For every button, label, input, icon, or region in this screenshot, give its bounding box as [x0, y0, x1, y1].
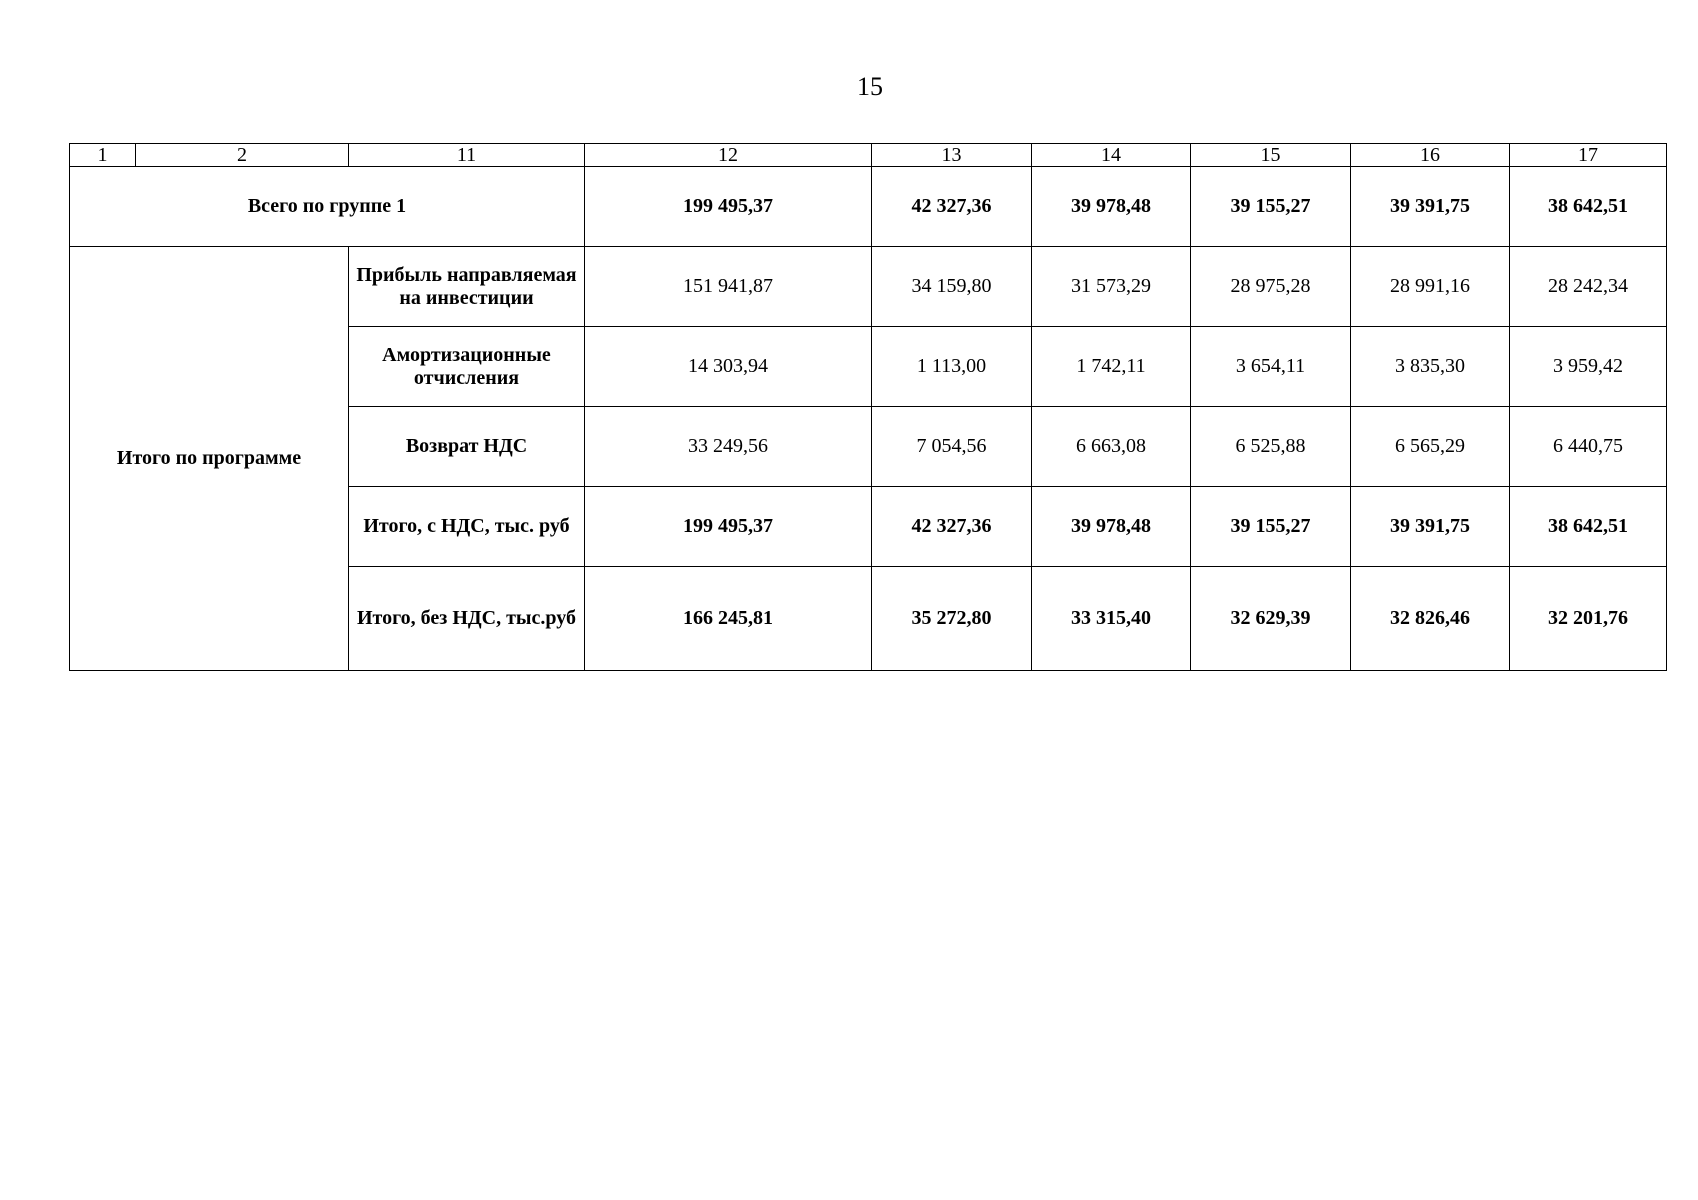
column-number: 15	[1191, 144, 1351, 167]
value-cell: 33 249,56	[585, 407, 872, 487]
value-cell: 28 975,28	[1191, 247, 1351, 327]
value-cell: 6 663,08	[1032, 407, 1191, 487]
row-label: Итого, без НДС, тыс.руб	[349, 567, 585, 671]
column-number: 2	[136, 144, 349, 167]
value-cell: 42 327,36	[872, 167, 1032, 247]
value-cell: 32 826,46	[1351, 567, 1510, 671]
value-cell: 39 155,27	[1191, 487, 1351, 567]
value-cell: 31 573,29	[1032, 247, 1191, 327]
value-cell: 1 113,00	[872, 327, 1032, 407]
column-number: 13	[872, 144, 1032, 167]
value-cell: 6 440,75	[1510, 407, 1667, 487]
row-label: Возврат НДС	[349, 407, 585, 487]
financing-table	[69, 143, 1667, 671]
value-cell: 199 495,37	[585, 167, 872, 247]
value-cell: 3 835,30	[1351, 327, 1510, 407]
group-total-label: Всего по группе 1	[70, 167, 585, 247]
value-cell: 38 642,51	[1510, 167, 1667, 247]
column-number: 14	[1032, 144, 1191, 167]
value-cell: 42 327,36	[872, 487, 1032, 567]
value-cell: 28 242,34	[1510, 247, 1667, 327]
value-cell: 3 654,11	[1191, 327, 1351, 407]
column-number: 17	[1510, 144, 1667, 167]
column-number: 12	[585, 144, 872, 167]
value-cell: 151 941,87	[585, 247, 872, 327]
value-cell: 32 629,39	[1191, 567, 1351, 671]
value-cell: 39 978,48	[1032, 487, 1191, 567]
column-number: 1	[70, 144, 136, 167]
page-number: 15	[857, 72, 883, 101]
column-number: 16	[1351, 144, 1510, 167]
value-cell: 39 978,48	[1032, 167, 1191, 247]
value-cell: 38 642,51	[1510, 487, 1667, 567]
value-cell: 39 155,27	[1191, 167, 1351, 247]
value-cell: 6 565,29	[1351, 407, 1510, 487]
value-cell: 166 245,81	[585, 567, 872, 671]
column-number-row	[70, 144, 1667, 167]
table-row	[70, 247, 1667, 327]
value-cell: 14 303,94	[585, 327, 872, 407]
row-label: Итого, с НДС, тыс. руб	[349, 487, 585, 567]
value-cell: 6 525,88	[1191, 407, 1351, 487]
value-cell: 28 991,16	[1351, 247, 1510, 327]
value-cell: 32 201,76	[1510, 567, 1667, 671]
value-cell: 7 054,56	[872, 407, 1032, 487]
value-cell: 35 272,80	[872, 567, 1032, 671]
program-total-label: Итого по программе	[70, 247, 349, 671]
column-number: 11	[349, 144, 585, 167]
value-cell: 34 159,80	[872, 247, 1032, 327]
row-label: Прибыль направляемая на инвестиции	[349, 247, 585, 327]
value-cell: 3 959,42	[1510, 327, 1667, 407]
row-label: Амортизационные отчисления	[349, 327, 585, 407]
value-cell: 1 742,11	[1032, 327, 1191, 407]
value-cell: 199 495,37	[585, 487, 872, 567]
value-cell: 39 391,75	[1351, 487, 1510, 567]
group-total-row	[70, 167, 1667, 247]
value-cell: 33 315,40	[1032, 567, 1191, 671]
value-cell: 39 391,75	[1351, 167, 1510, 247]
